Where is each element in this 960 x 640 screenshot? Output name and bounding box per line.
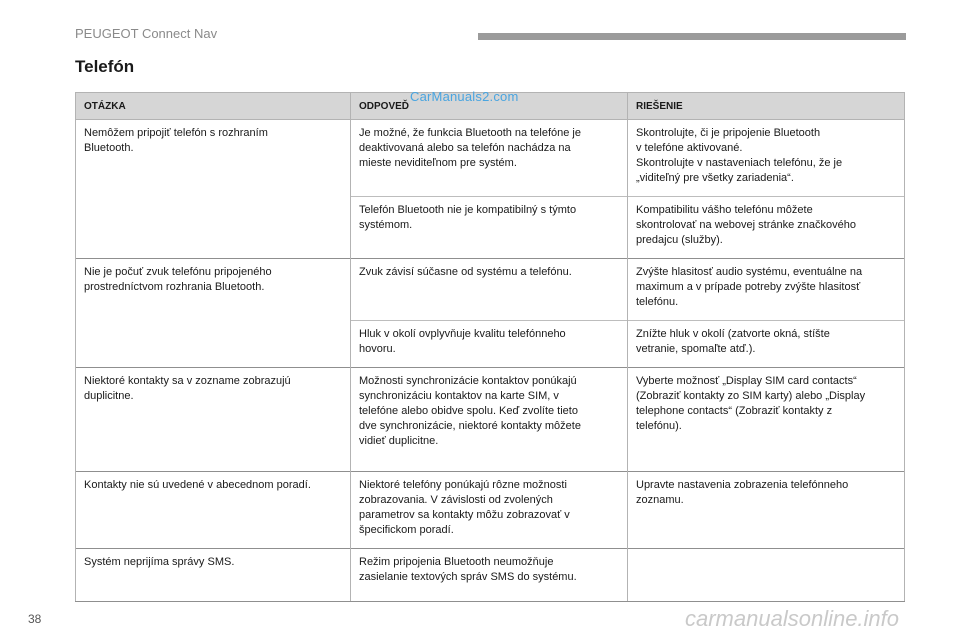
- table-row: [76, 368, 905, 472]
- section-title: Telefón: [75, 57, 135, 76]
- table-row: [76, 549, 905, 602]
- table-row: [76, 321, 905, 368]
- question-cell: [76, 197, 351, 259]
- column-header-answer: ODPOVEĎ: [351, 93, 628, 120]
- troubleshooting-table: [75, 92, 905, 602]
- answer-cell: Niektoré telefóny ponúkajú rôzne možnosti zobrazovania. V závislosti od zvolených parametrov sa kontakty môžu zobrazovať v špecifickom poradí.: [351, 472, 628, 549]
- question-cell: Nie je počuť zvuk telefónu pripojeného prostredníctvom rozhrania Bluetooth.: [76, 259, 351, 321]
- answer-cell: Možnosti synchronizácie kontaktov ponúkajú synchronizáciu kontaktov na karte SIM, v telefóne alebo obidve spolu. Keď zvolíte tieto dve synchronizácie, niektoré kontakty môžete vidieť duplicitne.: [351, 368, 628, 472]
- header-divider-bar: [478, 33, 906, 40]
- answer-cell: Režim pripojenia Bluetooth neumožňuje zasielanie textových správ SMS do systému.: [351, 549, 628, 602]
- watermark-link-top[interactable]: CarManuals2.com: [410, 89, 519, 104]
- table-row: [76, 197, 905, 259]
- solution-cell: Zvýšte hlasitosť audio systému, eventuálne na maximum a v prípade potreby zvýšte hlasitosť telefónu.: [628, 259, 905, 321]
- table-row: [76, 259, 905, 321]
- solution-cell: Znížte hluk v okolí (zatvorte okná, stíšte vetranie, spomaľte atď.).: [628, 321, 905, 368]
- solution-cell: Kompatibilitu vášho telefónu môžete skontrolovať na webovej stránke značkového predajcu (služby).: [628, 197, 905, 259]
- solution-cell: Vyberte možnosť „Display SIM card contacts“ (Zobraziť kontakty zo SIM karty) alebo „Display telephone contacts“ (Zobraziť kontakty z telefónu).: [628, 368, 905, 472]
- answer-cell: Telefón Bluetooth nie je kompatibilný s týmto systémom.: [351, 197, 628, 259]
- question-cell: Niektoré kontakty sa v zozname zobrazujú duplicitne.: [76, 368, 351, 472]
- solution-cell: [628, 549, 905, 602]
- answer-cell: Hluk v okolí ovplyvňuje kvalitu telefónneho hovoru.: [351, 321, 628, 368]
- answer-cell: Zvuk závisí súčasne od systému a telefónu.: [351, 259, 628, 321]
- manual-header-title: PEUGEOT Connect Nav: [75, 26, 218, 41]
- table-row: [76, 120, 905, 197]
- column-header-solution: RIEŠENIE: [628, 93, 905, 120]
- answer-cell: Je možné, že funkcia Bluetooth na telefóne je deaktivovaná alebo sa telefón nachádza na mieste neviditeľnom pre systém.: [351, 120, 628, 197]
- question-cell: Systém neprijíma správy SMS.: [76, 549, 351, 602]
- question-cell: Kontakty nie sú uvedené v abecednom poradí.: [76, 472, 351, 549]
- table-row: [76, 472, 905, 549]
- watermark-link-bottom[interactable]: carmanualsonline.info: [685, 606, 900, 631]
- solution-cell: Skontrolujte, či je pripojenie Bluetooth v telefóne aktivované. Skontrolujte v nastaveniach telefónu, že je „viditeľný pre všetky zariadenia“.: [628, 120, 905, 197]
- question-cell: [76, 321, 351, 368]
- solution-cell: Upravte nastavenia zobrazenia telefónneho zoznamu.: [628, 472, 905, 549]
- question-cell: Nemôžem pripojiť telefón s rozhraním Bluetooth.: [76, 120, 351, 197]
- page-number: 38: [28, 612, 42, 626]
- column-header-question: OTÁZKA: [76, 93, 351, 120]
